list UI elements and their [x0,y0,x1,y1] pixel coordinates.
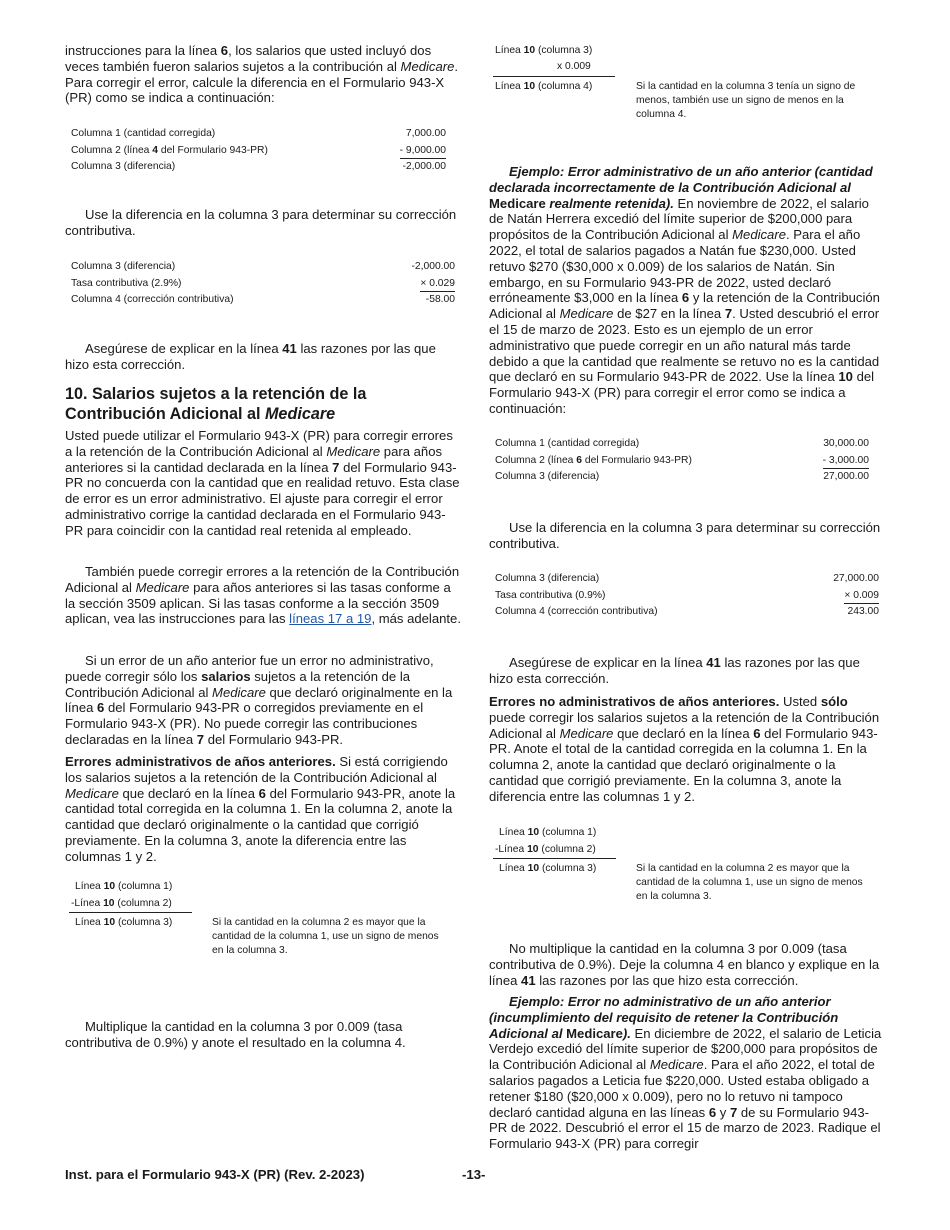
divider [493,76,615,77]
table-row: Columna 3 (diferencia) -2,000.00 [71,261,455,272]
worksheet-line-1: Línea 10 (columna 3) [495,45,593,56]
footer-title: Inst. para el Formulario 943-X (PR) (Rev. 2-2023) [65,1167,365,1182]
table-row: Columna 2 (línea 6 del Formulario 943-PR) - 3,000.00 [495,454,869,471]
lines-17-19-link[interactable]: líneas 17 a 19 [289,611,372,627]
page-number: -13- [462,1167,486,1182]
worksheet-line-1: Línea 10 (columna 1) [75,881,173,892]
line-10-worksheet [65,880,462,975]
table-row: Columna 3 (diferencia) 27,000.00 [495,573,879,584]
calc-table-4 [495,572,879,622]
admin-errors-paragraph: Errores administrativos de años anteriores. Si está corrigiendo los salarios sujetos a la retención de la Contribución Adicional al Medicare que declaró en la línea 6 del Formulario 943-PR, anote la cantidad total corregida en la columna 1. En la columna 2, anote la cantidad que declaró originalmente o la cantidad que corrigió previamente. En la columna 3, anote la diferencia entre las columnas 1 y 2. [65,754,456,864]
intro-paragraph: instrucciones para la línea 6, los salarios que usted incluyó dos veces también fueron salarios sujetos a la contribución al Medicare. Para corregir el error, calcule la diferencia en el Formulario 943-X (PR) como se indica a continuación: [65,43,459,106]
worksheet-note: Si la cantidad en la columna 2 es mayor que la cantidad de la columna 1, use un signo de menos en la columna 3. [636,863,863,902]
example-2-paragraph: Ejemplo: Error no administrativo de un año anterior (incumplimiento del requisito de retener la Contribución Adicional al Medicare). En diciembre de 2022, el salario de Leticia Verdejo excedió del límite superior de $200,000 para propósitos de la Contribución Adicional al Medicare. Para el año 2022, el total de salarios pagados a Leticia fue $220,000. Usted estaba obligado a retener $180 ($20,000 x 0.009), pero no lo retuvo ni tampoco declaró cantidad alguna en las líneas 6 y 7 de su Formulario 943-PR de 2022. Descubrió el error el 15 de marzo de 2023. Radique el Formulario 943-X (PR) para corregir [489,994,882,1152]
worksheet-line-2: -Línea 10 (columna 2) [71,898,172,909]
worksheet-line-2: -Línea 10 (columna 2) [495,844,596,855]
table-row: Tasa contributiva (2.9%) × 0.029 [71,277,455,294]
table-row: Columna 1 (cantidad corregida) 7,000.00 [71,128,446,139]
section-10-paragraph-3: Si un error de un año anterior fue un error no administrativo, puede corregir sólo los salarios sujetos a la retención de la Contribución Adicional al Medicare que declaró originalmente en la línea 6 del Formulario 943-PR o corregidos previamente en el Formulario 943-X (PR). No puede corregir las contribuciones declaradas en la línea 7 del Formulario 943-PR. [65,653,453,747]
section-10-paragraph-2: También puede corregir errores a la retención de la Contribución Adicional al Medicare para años anteriores si las tasas conforme a la sección 3509 aplican. Si las tasas conforme a la sección 3509 aplican, vea las instrucciones para las líneas 17 a 19, más adelante. [65,564,461,627]
worksheet-line-3: Línea 10 (columna 4) [495,81,593,92]
explain-paragraph: Asegúrese de explicar en la línea 41 las razones por las que hizo esta corrección. [489,655,860,686]
table-row: Columna 1 (cantidad corregida) 30,000.00 [495,438,869,449]
example-1-paragraph: Ejemplo: Error administrativo de un año anterior (cantidad declarada incorrectamente de la Contribución Adicional al Medicare realmente retenida). En noviembre de 2022, el salario de Natán Herrera excedió del límite superior de $200,000 para propósitos de la Contribución Adicional al Medicare. Para el año 2022, el total de salarios pagados a Natán fue $230,000. Usted retuvo $270 ($30,000 x 0.009) de los salarios de Natán. Sin embargo, en su Formulario 943-PR de 2022, usted declaró erróneamente $3,000 en la línea 6 y la retención de la Contribución Adicional al Medicare de $27 en la línea 7. Usted descubrió el error el 15 de marzo de 2023. Esto es un ejemplo de un error administrativo que puede corregir en un año natural más tarde debido a que la cantidad que realmente se retuvo no es la cantidad que declaró en su Formulario 943-PR de 2022. Use la línea 10 del Formulario 943-X (PR) para corregir el error como se indica a continuación: [489,164,880,416]
use-diff-paragraph: Use la diferencia en la columna 3 para determinar su corrección contributiva. [489,520,881,551]
divider [69,912,192,913]
explain-paragraph: Asegúrese de explicar en la línea 41 las razones por las que hizo esta corrección. [65,341,436,372]
use-diff-paragraph: Use la diferencia en la columna 3 para determinar su corrección contributiva. [65,207,457,238]
divider [493,858,616,859]
section-10-paragraph-1: Usted puede utilizar el Formulario 943-X (PR) para corregir errores a la retención de la Contribución Adicional al Medicare para años anteriores si la cantidad declarada en la línea 7 del Formulario 943-PR no concuerda con la cantidad que en realidad retuvo. Esta clase de error es un error administrativo. El ajuste para corregir el error administrativo corrige la cantidad declarada en el Formulario 943-PR para coincidir con la cantidad real retenida al empleado. [65,428,460,538]
worksheet-line-3: Línea 10 (columna 3) [499,863,597,874]
line-10-worksheet-2 [489,826,885,916]
table-row: Tasa contributiva (0.9%) × 0.009 [495,589,879,606]
table-row: Columna 3 (diferencia) -2,000.00 [71,161,446,172]
calc-table-1 [71,127,446,177]
table-row: Columna 4 (corrección contributiva) 243.00 [495,606,879,617]
worksheet-line-2: x 0.009 [557,61,591,72]
table-row: Columna 2 (línea 4 del Formulario 943-PR) - 9,000.00 [71,144,446,161]
table-row: Columna 3 (diferencia) 27,000.00 [495,471,869,482]
section-10-heading: 10. Salarios sujetos a la retención de la Contribución Adicional al Medicare [65,385,367,423]
worksheet-line-3: Línea 10 (columna 3) [75,917,173,928]
calc-table-2 [71,260,455,310]
worksheet-line-1: Línea 10 (columna 1) [499,827,597,838]
multiply-paragraph: Multiplique la cantidad en la columna 3 por 0.009 (tasa contributiva de 0.9%) y anote el resultado en la columna 4. [65,1019,406,1050]
table-row: Columna 4 (corrección contributiva) -58.00 [71,294,455,305]
worksheet-note: Si la cantidad en la columna 3 tenía un signo de menos, también use un signo de menos en la columna 4. [636,81,856,120]
calc-table-3 [495,437,869,487]
line-10-col4-worksheet [489,44,885,134]
no-multiply-paragraph: No multiplique la cantidad en la columna 3 por 0.009 (tasa contributiva de 0.9%). Deje la columna 4 en blanco y explique en la línea 41 las razones por las que hizo esta corrección. [489,941,880,988]
worksheet-note: Si la cantidad en la columna 2 es mayor que la cantidad de la columna 1, use un signo de menos en la columna 3. [212,917,439,956]
nonadmin-errors-paragraph: Errores no administrativos de años anteriores. Usted sólo puede corregir los salarios sujetos a la retención de la Contribución Adicional al Medicare que declaró en la línea 6 del Formulario 943-PR. Anote el total de la cantidad corregida en la columna 1. En la columna 2, anote la cantidad que declaró originalmente o la cantidad que corrigió previamente. En la columna 3, anote la diferencia entre las columnas 1 y 2. [489,694,880,804]
